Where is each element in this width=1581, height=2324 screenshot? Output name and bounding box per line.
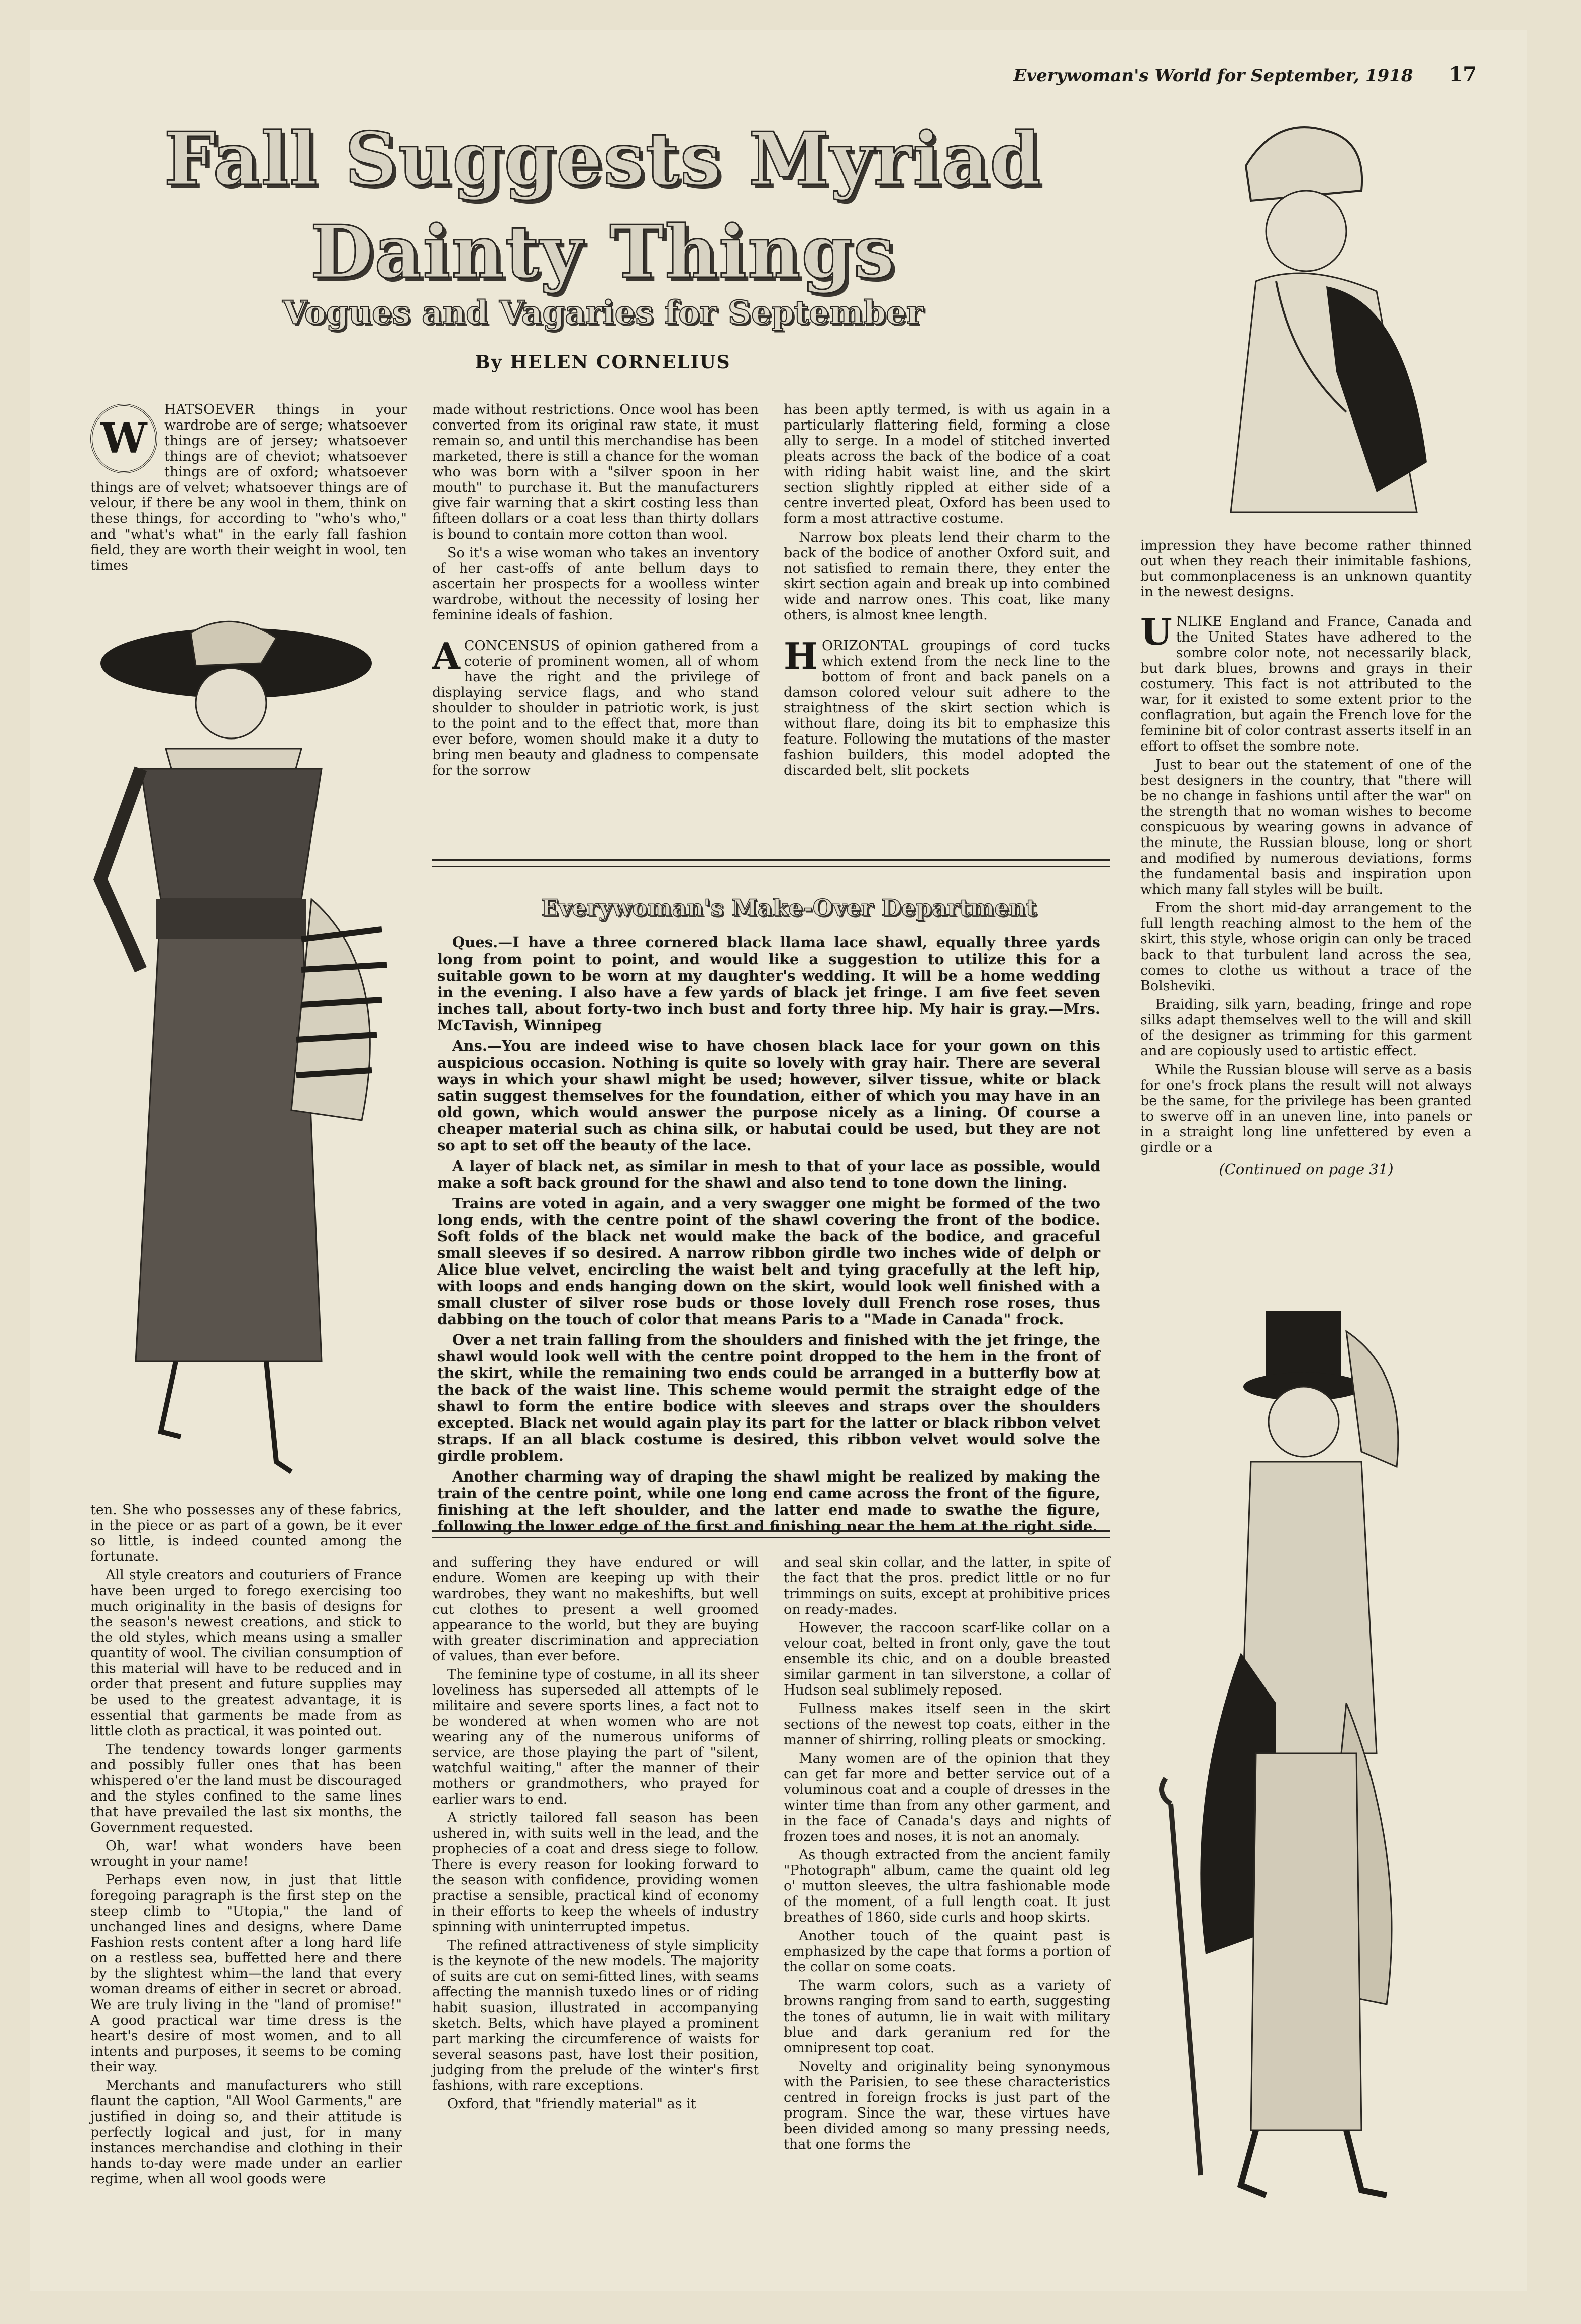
column-3-bottom <box>784 1555 1110 2155</box>
paragraph: Oh, war! what wonders have been wrought in your name! <box>90 1838 402 1869</box>
paragraph: From the short mid-day arrangement to the full length reaching almost to the hem of the skirt, this style, whose origin can only be traced back to that turbulent land across the sea, comes to clothe us without a trace of the Bolsheviki. <box>1140 900 1472 994</box>
answer: Ans.—You are indeed wise to have chosen black lace for your gown on this auspicious occasion. Nothing is quite so lovely with gray hair. There are several ways in which your shawl might be used; however, silver tissue, white or black satin suggest themselves for the foundation, either of which you may have in an old gown, which would answer the purpose nicely as a lining. Of course a cheaper material such as china silk, or habutai could be used, but they are not so apt to set off the beauty of the lace. <box>437 1037 1100 1154</box>
makeover-title: Everywoman's Make-Over Department <box>541 894 1037 921</box>
paragraph: As though extracted from the ancient family "Photograph" album, came the quaint old leg o' mutton sleeves, the ultra fashionable mode of the moment, of a full length coat. It just breathes of 1860, side curls and hoop skirts. <box>784 1847 1110 1925</box>
paragraph: ten. She who possesses any of these fabrics, in the piece or as part of a gown, be it ever so little, is indeed counted among the fortunate. <box>90 1502 402 1564</box>
answer: A layer of black net, as similar in mesh to that of your lace as possible, would make a soft back ground for the shawl and also tend to tone down the lining. <box>437 1157 1100 1191</box>
paragraph: Another touch of the quaint past is emphasized by the cape that forms a portion of the collar on some coats. <box>784 1928 1110 1975</box>
byline: By HELEN CORNELIUS <box>475 352 731 373</box>
paragraph: Braiding, silk yarn, beading, fringe and rope silks adapt themselves well to the will and skill of the designer as trimming for this garment and are copiously used to artistic effect. <box>1140 997 1472 1059</box>
paragraph-section-u: UNLIKE England and France, Canada and the United States have adhered to the sombre color note, not necessarily black, but dark blues, browns and grays in their costumery. This fact is not attributed to the war, for it existed to some extent prior to the conflagration, but again the French love for the feminine bit of color contrast asserts itself in an effort to offset the sombre note. <box>1140 610 1472 754</box>
answer: Trains are voted in again, and a very swagger one might be formed of the two long ends, with the centre point of the shawl covering the front of the bodice. Soft folds of the black net would make the back of the bodice, and graceful small sleeves if so desired. A narrow ribbon girdle two inches wide of delph or Alice blue velvet, encircling the waist belt and tying gracefully at the left hip, with loops and ends hanging down on the skirt, would look well finished with a small cluster of silver rose buds or those lovely dull French rose roses, thus dabbing on the touch of color that means Paris to a "Made in Canada" frock. <box>437 1195 1100 1328</box>
paragraph: Novelty and originality being synonymous with the Parisien, to see these characteristics centred in foreign frocks is just part of the program. Since the war, these virtues have been divided among so many pressing needs, that one forms the <box>784 2059 1110 2152</box>
paragraph: Perhaps even now, in just that little foregoing paragraph is the first step on the steep climb to "Utopia," the land of unchanged lines and designs, where Dame Fashion rests content after a long hard life on a restless sea, buffetted here and there by the slightest whim—the land that every woman dreams of either in secret or abroad. We are truly living in the "land of promise!" A good practical war time dress is the heart's desire of most women, and to all intents and purposes, it seems to be coming their way. <box>90 1872 402 2075</box>
woman-in-wide-hat-illustration <box>40 618 402 1502</box>
initial-cap: U <box>1140 610 1172 653</box>
initial-cap: H <box>784 635 818 677</box>
running-header <box>1005 63 1477 86</box>
paragraph: The feminine type of costume, in all its sheer loveliness has superseded all attempts of le militaire and severe sports lines, a fact not to be wondered at when women who are not wearing any of the numerous uniforms of service, are those playing the part of "silent, watchful waiting," after the manner of their mothers or grandmothers, who prayed for earlier wars to end. <box>432 1667 759 1807</box>
question: Ques.—I have a three cornered black llama lace shawl, equally three yards long from point to point, and would like a suggestion to utilize this for a suitable gown to be worn at my daughter's wedding. It will be a home wedding in the evening. I also have a few yards of black jet fringe. I am five feet seven inches tall, about forty-two inch bust and forty three hip. My hair is gray.—Mrs. McTavish, Winnipeg <box>437 934 1100 1034</box>
paragraph: Merchants and manufacturers who still flaunt the caption, "All Wool Garments," are justified in doing so, and their attitude is perfectly logical and just, for in many instances merchandise and clothing in their hands to-day were made under an earlier regime, when all wool goods were <box>90 2078 402 2187</box>
paragraph-section-a: ACONCENSUS of opinion gathered from a coterie of prominent women, all of whom have the right and the privilege of displaying service flags, and who stand shoulder to shoulder in patriotic work, is just to the point and to the effect that, more than ever before, women should make it a duty to bring men beauty and gladness to compensate for the sorrow <box>432 635 759 778</box>
box-rule-top <box>432 859 1110 867</box>
paragraph: Oxford, that "friendly material" as it <box>447 2096 696 2112</box>
paragraph: and suffering they have endured or will endure. Women are keeping up with their wardrobes, they want no makeshifts, but well cut clothes to present a well groomed appearance to the world, but they are buying with greater discrimination and appreciation of values, than ever before. <box>432 1555 759 1664</box>
paragraph: Narrow box pleats lend their charm to the back of the bodice of another Oxford suit, and not satisfied to remain there, they enter the skirt section again and break up into combined wide and narrow ones. This coat, like many others, is almost knee length. <box>784 530 1110 623</box>
paragraph: HATSOEVER things in your wardrobe are of serge; whatsoever things are of jersey; whatsoever things are of cheviot; whatsoever things are of oxford; whatsoever things are of velvet; whatsoever things are of velour, if there be any wool in them, think on these things, for according to "who's who," and "what's what" in the early fall fashion field, they are worth their weight in wool, ten times <box>90 402 407 573</box>
column-1-bottom <box>90 1502 402 2190</box>
paragraph: impression they have become rather thinned out when they reach their inimitable fashions, but commonplaceness is an unknown quantity in the newest designs. <box>1140 538 1472 600</box>
column-4-top <box>1140 538 1472 1177</box>
paragraph: A strictly tailored fall season has been ushered in, with suits well in the lead, and the prophecies of a coat and dress siege to follow. There is every reason for looking forward to the season with confidence, providing women practise a sensible, practical kind of economy in their efforts to keep the wheels of industry spinning with uninterrupted impetus. <box>432 1810 759 1935</box>
column-2-top <box>432 402 759 781</box>
column-3-top <box>784 402 1110 781</box>
title-line-2: Dainty Things <box>310 209 896 295</box>
box-rule-bottom <box>432 1530 1110 1538</box>
paragraph: However, the raccoon scarf-like collar on a velour coat, belted in front only, gave the tout ensemble its chic, and on a double breasted similar garment in tan silverstone, a collar of Hudson seal sublimely reposed. <box>784 1620 1110 1698</box>
paragraph: The tendency towards longer garments and possibly fuller ones that has been whispered o'er the land must be discouraged and the styles confined to the same lines that have prevailed the last six months, the Government requested. <box>90 1742 402 1835</box>
paragraph: The refined attractiveness of style simplicity is the keynote of the new models. The majority of suits are cut on semi-fitted lines, with seams affecting the mannish tuxedo lines or of riding habit suasion, illustrated in accompanying sketch. Belts, which have played a prominent part marking the circumference of waists for several seasons past, have lost their position, judging from the prelude of the winter's first fashions, with rare exceptions. <box>432 1938 759 2093</box>
article-title <box>126 113 1080 299</box>
answer: Over a net train falling from the shoulders and finished with the jet fringe, the shawl would look well with the centre point dropped to the hem in the front of the skirt, while the remaining two ends could be arranged in a butterfly bow at the back of the waist line. This scheme would permit the straight edge of the shawl to form the entire bodice with sleeves and straps over the shoulders excepted. Black net would again play its part for the latter or black ribbon velvet straps. If an all black costume is desired, this ribbon velvet would solve the girdle problem. <box>437 1331 1100 1464</box>
woman-in-top-hat-illustration <box>1125 1301 1487 2221</box>
initial-cap: A <box>432 635 460 677</box>
drop-cap-w: W <box>90 404 157 473</box>
running-title: Everywoman's World for September, 1918 <box>1013 66 1413 86</box>
page-number: 17 <box>1449 63 1477 86</box>
answer: Another charming way of draping the shawl might be realized by making the train of the centre point, while one long end came across the front of the figure, finishing at the left shoulder, and the latter end made to swathe the figure, following the lower edge of the first and finishing near the hem at the right side. <box>437 1468 1100 1535</box>
woman-in-fur-hat-illustration <box>1166 111 1447 533</box>
paragraph: Many women are of the opinion that they can get far more and better service out of a voluminous coat and a couple of dresses in the winter time than from any other garment, and in the face of Canada's days and nights of frozen toes and noses, it is not an anomaly. <box>784 1751 1110 1844</box>
paragraph-section-h: HORIZONTAL groupings of cord tucks which extend from the neck line to the bottom of front and back panels on a damson colored velour suit adhere to the straightness of the skirt section which is without flare, doing its bit to emphasize this feature. Following the mutations of the master fashion builders, this model adopted the discarded belt, slit pockets <box>784 635 1110 778</box>
continued-note: (Continued on page 31) <box>1219 1160 1394 1178</box>
article-subtitle: Vogues and Vagaries for September <box>282 294 923 332</box>
column-1-top <box>90 402 407 576</box>
paragraph: So it's a wise woman who takes an inventory of her cast-offs of ante bellum days to ascertain her prospects for a woolless winter wardrobe, without the necessity of losing her feminine ideals of fashion. <box>432 545 759 623</box>
paragraph: All style creators and couturiers of France have been urged to forego exercising too much originality in the basis of designs for the season's newest creations, and stick to the old styles, which means using a smaller quantity of wool. The civilian consumption of this material will have to be reduced and in order that present and future supplies may be used to the greatest advantage, it is essential that garments be made from as little cloth as practical, it was pointed out. <box>90 1567 402 1739</box>
paragraph: Just to bear out the statement of one of the best designers in the country, that "there will be no change in fashions until after the war" on the strength that no woman wishes to become conspicuous by wearing gowns in advance of the minute, the Russian blouse, long or short and modified by numerous deviations, forms the fundamental basis and inspiration upon which many fall styles will be built. <box>1140 757 1472 897</box>
paragraph: While the Russian blouse will serve as a basis for one's frock plans the result will not always be the same, for the privilege has been granted to swerve off in an uneven line, into panels or in a straight long line unfettered by even a girdle or a <box>1140 1062 1472 1155</box>
paragraph: and seal skin collar, and the latter, in spite of the fact that the pros. predict little or no fur trimmings on suits, except at prohibitive prices on ready-mades. <box>784 1555 1110 1617</box>
column-2-bottom <box>432 1555 759 2115</box>
paragraph: made without restrictions. Once wool has been converted from its original raw state, it must remain so, and until this merchandise has been marketed, there is still a chance for the woman who was born with a "silver spoon in her mouth" to purchase it. But the manufacturers give fair warning that a skirt costing less than fifteen dollars or a coat less than thirty dollars is bound to contain more cotton than wool. <box>432 402 759 542</box>
title-line-1: Fall Suggests Myriad <box>164 117 1042 202</box>
makeover-body <box>437 934 1100 1539</box>
paragraph: The warm colors, such as a variety of browns ranging from sand to earth, suggesting the tones of autumn, lie in wait with military blue and dark geranium red for the omnipresent top coat. <box>784 1978 1110 2056</box>
paragraph: has been aptly termed, is with us again in a particularly flattering field, forming a close ally to serge. In a model of stitched inverted pleats across the back of the bodice of a coat with riding habit waist line, and the skirt section slightly rippled at either side of a centre inverted pleat, Oxford has been used to form a most attractive costume. <box>784 402 1110 526</box>
paragraph: Fullness makes itself seen in the skirt sections of the newest top coats, either in the manner of shirring, rolling pleats or smocking. <box>784 1701 1110 1748</box>
